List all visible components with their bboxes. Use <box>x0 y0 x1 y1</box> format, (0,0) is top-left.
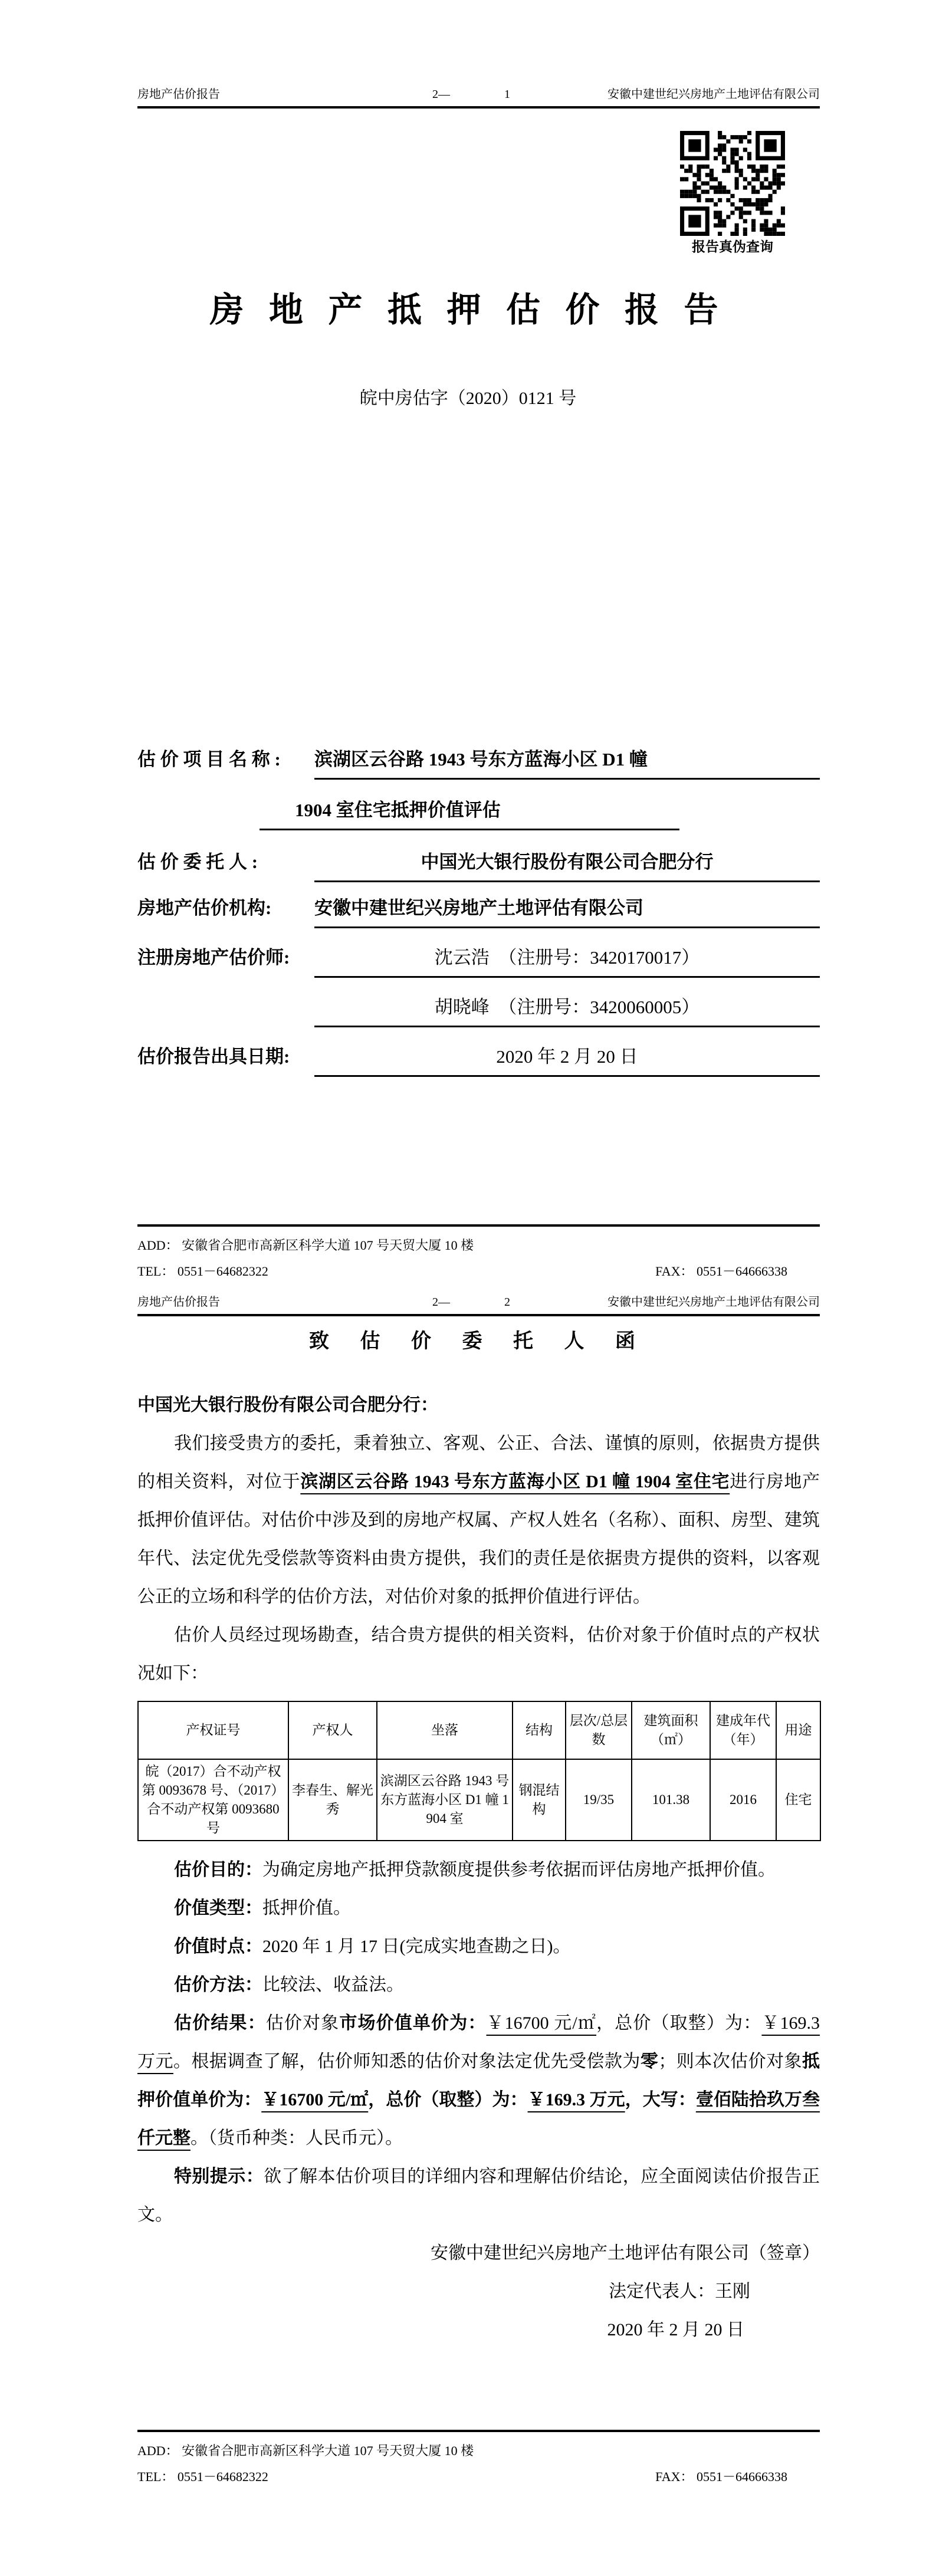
header-page-prefix: 2— <box>432 88 450 101</box>
page1-running-header <box>137 83 820 109</box>
cell-area: 101.38 <box>632 1759 710 1841</box>
result-label: 估价结果： <box>174 2013 266 2033</box>
cell-owner: 李春生、解光秀 <box>288 1759 377 1841</box>
appraiser1-value: 沈云浩 （注册号：3420170017） <box>314 942 820 978</box>
property-rights-table <box>137 1701 821 1841</box>
qr-code <box>680 131 785 236</box>
form-row-appraiser2 <box>137 992 820 1027</box>
col-header-owner: 产权人 <box>288 1701 377 1759</box>
cell-use: 住宅 <box>776 1759 820 1841</box>
appraiser2-value: 胡晓峰 （注册号：3420060005） <box>314 992 820 1027</box>
price-in-words: 壹佰陆拾玖万叁仟元整 <box>137 2090 820 2148</box>
header-doc-type: 房地产估价报告 <box>137 1296 220 1309</box>
notice-paragraph <box>137 2157 820 2234</box>
item-label: 价值时点： <box>174 1937 262 1956</box>
footer-address: ADD： 安徽省合肥市高新区科学大道 107 号天贸大厦 10 楼 <box>137 2443 474 2458</box>
paragraph-text: 我们接受贵方的委托，秉着独立、客观、公正、合法、谨慎的原则，依据贵方提供的相关资料，对位于 <box>137 1434 820 1491</box>
col-header-area: 建筑面积（㎡） <box>632 1701 710 1759</box>
col-header-floor: 层次/总层数 <box>566 1701 632 1759</box>
letter-title-block <box>137 1330 820 1353</box>
item-label: 估价目的： <box>174 1860 262 1880</box>
report-doc-number: 皖中房估字（2020）0121 号 <box>359 389 577 408</box>
result-text: 抵押价值单价为： <box>137 2052 820 2110</box>
header-page-number: 2 <box>504 1296 510 1309</box>
client-label: 估 价 委 托 人 : <box>137 852 258 872</box>
result-text: 市场价值单价为： <box>339 2013 487 2033</box>
result-text: ， <box>596 2013 615 2033</box>
header-company: 安徽中建世纪兴房地产土地评估有限公司 <box>607 88 820 101</box>
form-row-agency <box>137 893 820 928</box>
result-text: ，大写： <box>625 2090 696 2110</box>
page2-running-footer <box>137 2430 820 2490</box>
cell-floor: 19/35 <box>566 1759 632 1841</box>
page1-running-footer <box>137 1224 820 1284</box>
cell-structure: 钢混结构 <box>513 1759 566 1841</box>
project-name-value-line1: 滨湖区云谷路 1943 号东方蓝海小区 D1 幢 <box>314 744 820 780</box>
agency-label: 房地产估价机构: <box>137 898 272 918</box>
header-company: 安徽中建世纪兴房地产土地评估有限公司 <box>607 1296 820 1309</box>
result-text: 总价（取整）为： <box>386 2090 528 2110</box>
letter-paragraph-2: 估价人员经过现场勘查，结合贵方提供的相关资料，估价对象于价值时点的产权状况如下： <box>137 1625 820 1683</box>
result-text: ， <box>368 2090 386 2110</box>
issue-date-value: 2020 年 2 月 20 日 <box>314 1041 820 1077</box>
client-value: 中国光大银行股份有限公司合肥分行 <box>314 847 820 882</box>
item-value-type <box>137 1889 820 1927</box>
appraiser-label: 注册房地产估价师: <box>137 947 290 968</box>
result-text: 零 <box>640 2052 659 2071</box>
table-row <box>138 1759 820 1841</box>
mortgage-total-price: ￥169.3 万元 <box>527 2090 625 2110</box>
footer-address: ADD： 安徽省合肥市高新区科学大道 107 号天贸大厦 10 楼 <box>137 1238 474 1253</box>
footer-fax: FAX： 0551－64666338 <box>655 1264 787 1279</box>
page2-running-header <box>137 1290 820 1316</box>
project-name-label: 估 价 项 目 名 称 : <box>137 749 281 770</box>
letter-salutation: 中国光大银行股份有限公司合肥分行： <box>137 1395 438 1415</box>
item-text: 比较法、收益法。 <box>262 1975 404 1995</box>
cell-location: 滨湖区云谷路 1943 号东方蓝海小区 D1 幢 1904 室 <box>377 1759 513 1841</box>
report-title: 房 地 产 抵 押 估 价 报 告 <box>209 291 727 329</box>
result-paragraph <box>137 2004 820 2157</box>
item-method <box>137 1966 820 2004</box>
signature-company: 安徽中建世纪兴房地产土地评估有限公司（签章） <box>431 2243 820 2263</box>
table-header-row <box>138 1701 820 1759</box>
notice-label: 特别提示： <box>174 2167 264 2186</box>
item-purpose <box>137 1851 820 1889</box>
subject-property-text: 滨湖区云谷路 1943 号东方蓝海小区 D1 幢 1904 室住宅 <box>300 1472 730 1491</box>
result-text: 。根据调查了解，估价师知悉的估价对象法定优先受偿款为 <box>173 2052 641 2071</box>
letter-title: 致 估 价 委 托 人 函 <box>309 1330 648 1352</box>
form-row-issue-date <box>137 1041 820 1077</box>
header-page-prefix: 2— <box>432 1296 450 1309</box>
col-header-certificate: 产权证号 <box>138 1701 288 1759</box>
item-label: 价值类型： <box>174 1898 262 1918</box>
result-text: 。（货币种类：人民币元）。 <box>191 2128 403 2148</box>
letter-body <box>137 1386 820 2349</box>
result-text: ；则本次估价对象 <box>658 2052 803 2071</box>
signature-legal-rep: 法定代表人：王刚 <box>609 2282 750 2301</box>
col-header-year: 建成年代（年） <box>710 1701 776 1759</box>
qr-caption: 报告真伪查询 <box>692 239 773 254</box>
agency-value: 安徽中建世纪兴房地产土地评估有限公司 <box>314 893 820 928</box>
cell-certificate: 皖（2017）合不动产权第 0093678 号、（2017）合不动产权第 0093680 号 <box>138 1759 288 1841</box>
header-doc-type: 房地产估价报告 <box>137 88 220 101</box>
signature-date: 2020 年 2 月 20 日 <box>607 2320 744 2340</box>
letter-paragraph-1 <box>137 1424 820 1616</box>
issue-date-label: 估价报告出具日期: <box>137 1046 290 1067</box>
col-header-structure: 结构 <box>513 1701 566 1759</box>
item-text: 为确定房地产抵押贷款额度提供参考依据而评估房地产抵押价值。 <box>262 1860 776 1880</box>
footer-fax: FAX： 0551－64666338 <box>655 2469 787 2484</box>
form-row-project <box>137 744 820 780</box>
col-header-location: 坐落 <box>377 1701 513 1759</box>
header-page-number: 1 <box>504 88 510 101</box>
item-text: 2020 年 1 月 17 日(完成实地查勘之日)。 <box>262 1937 571 1956</box>
item-label: 估价方法： <box>174 1975 262 1995</box>
form-row-client <box>137 847 820 882</box>
paragraph-text: 进行房地产抵押价值评估。对估价中涉及到的房地产权属、产权人姓名（名称）、面积、房型、建筑年代、法定优先受偿款等资料由贵方提供，我们的责任是依据贵方提供的资料，以客观公正的立场和科学的估价方法，对估价对象的抵押价值进行评估。 <box>137 1472 820 1606</box>
footer-tel: TEL： 0551－64682322 <box>137 1264 268 1279</box>
market-total-price: ￥169.3 万元 <box>137 2013 820 2071</box>
item-text: 抵押价值。 <box>262 1898 351 1918</box>
result-text: 估价对象 <box>265 2013 340 2033</box>
appraiser2-spacer <box>137 992 314 1027</box>
project-name-value-line2: 1904 室住宅抵押价值评估 <box>260 795 679 830</box>
col-header-use: 用途 <box>776 1701 820 1759</box>
item-value-date <box>137 1927 820 1966</box>
notice-text: 欲了解本估价项目的详细内容和理解估价结论，应全面阅读估价报告正文。 <box>137 2167 820 2225</box>
result-text: 总价（取整）为： <box>615 2013 762 2033</box>
market-unit-price: ￥16700 元/㎡ <box>486 2013 597 2033</box>
cell-year: 2016 <box>710 1759 776 1841</box>
footer-tel: TEL： 0551－64682322 <box>137 2469 268 2484</box>
mortgage-unit-price: ￥16700 元/㎡ <box>261 2090 369 2110</box>
form-row-appraiser1 <box>137 942 820 978</box>
